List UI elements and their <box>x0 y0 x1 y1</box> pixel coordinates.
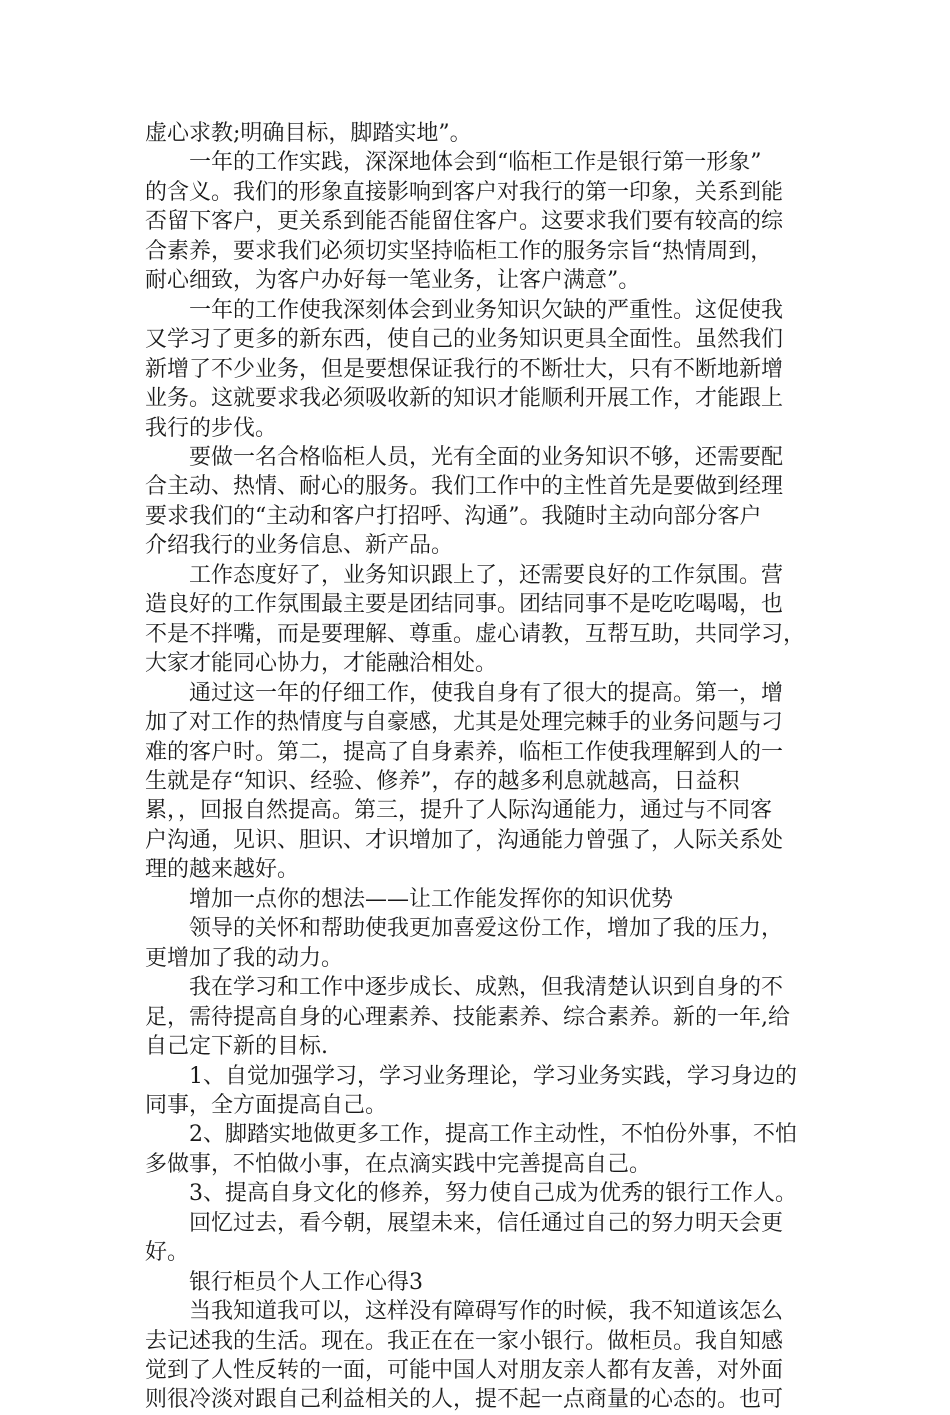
text-line: 去记述我的生活。现在。我正在在一家小银行。做柜员。我自知感 <box>145 1328 784 1354</box>
text-line: 一年的工作使我深刻体会到业务知识欠缺的严重性。这促使我 <box>189 297 784 323</box>
text-line: 觉到了人性反转的一面，可能中国人对朋友亲人都有友善，对外面 <box>145 1358 784 1384</box>
text-line: 一年的工作实践，深深地体会到“临柜工作是银行第一形象” <box>189 150 762 176</box>
text-line: 理的越来越好。 <box>145 857 300 883</box>
text-line: 新增了不少业务，但是要想保证我行的不断壮大，只有不断地新增 <box>145 356 784 382</box>
text-line: 回忆过去，看今朝，展望未来，信任通过自己的努力明天会更 <box>189 1210 784 1236</box>
text-line: 好。 <box>145 1240 190 1266</box>
text-line: 造良好的工作氛围最主要是团结同事。团结同事不是吃吃喝喝，也 <box>145 592 784 618</box>
text-line: 虚心求教;明确目标，脚踏实地”。 <box>145 121 472 146</box>
text-line: 银行柜员个人工作心得3 <box>189 1269 423 1295</box>
text-line: 生就是存“知识、经验、修养”，存的越多利息就越高，日益积 <box>145 768 740 794</box>
text-line: 2、脚踏实地做更多工作，提高工作主动性，不怕份外事，不怕 <box>189 1122 797 1148</box>
text-line: 业务。这就要求我必须吸收新的知识才能顺利开展工作，才能跟上 <box>145 386 784 412</box>
text-line: 更增加了我的动力。 <box>145 945 344 971</box>
text-line: 不是不拌嘴，而是要理解、尊重。虚心请教，互帮互助，共同学习， <box>145 621 806 647</box>
text-line: 通过这一年的仔细工作，使我自身有了很大的提高。第一，增 <box>189 680 784 706</box>
text-line: 要做一名合格临柜人员，光有全面的业务知识不够，还需要配 <box>189 444 784 470</box>
text-line: 合主动、热情、耐心的服务。我们工作中的主性首先是要做到经理 <box>145 474 784 500</box>
text-line: 户沟通，见识、胆识、才识增加了，沟通能力曾强了，人际关系处 <box>145 827 784 853</box>
text-line: 我行的步伐。 <box>145 415 278 441</box>
text-line: 合素养，要求我们必须切实坚持临柜工作的服务宗旨“热情周到， <box>145 238 773 264</box>
text-line: 同事，全方面提高自己。 <box>145 1092 388 1118</box>
text-line: 增加一点你的想法——让工作能发挥你的知识优势 <box>189 886 674 912</box>
text-line: 多做事，不怕做小事，在点滴实践中完善提高自己。 <box>145 1151 652 1177</box>
text-line: 大家才能同心协力，才能融洽相处。 <box>145 651 498 677</box>
text-line: 加了对工作的热情度与自豪感，尤其是处理完棘手的业务问题与刁 <box>145 710 784 736</box>
text-line: 我在学习和工作中逐步成长、成熟，但我清楚认识到自身的不 <box>189 975 784 1001</box>
text-line: 3、提高自身文化的修养，努力使自己成为优秀的银行工作人。 <box>189 1181 797 1207</box>
text-line: 工作态度好了，业务知识跟上了，还需要良好的工作氛围。营 <box>189 562 784 588</box>
text-line: 累，，回报自然提高。第三，提升了人际沟通能力，通过与不同客 <box>145 798 773 824</box>
text-line: 则很冷淡对跟自己利益相关的人，提不起一点商量的心态的。也可 <box>145 1387 784 1413</box>
text-line: 又学习了更多的新东西，使自己的业务知识更具全面性。虽然我们 <box>145 327 784 353</box>
document-body-text <box>145 119 805 1415</box>
text-line: 介绍我行的业务信息、新产品。 <box>145 533 454 559</box>
text-line: 当我知道我可以，这样没有障碍写作的时候，我不知道该怎么 <box>189 1299 784 1325</box>
text-line: 耐心细致，为客户办好每一笔业务，让客户满意”。 <box>145 268 641 294</box>
text-line: 要求我们的“主动和客户打招呼、沟通”。我随时主动向部分客户 <box>145 503 762 529</box>
text-line: 自己定下新的目标. <box>145 1034 328 1060</box>
text-line: 领导的关怀和帮助使我更加喜爱这份工作，增加了我的压力， <box>189 916 784 942</box>
text-line: 难的客户时。第二，提高了自身素养，临柜工作使我理解到人的一 <box>145 739 784 765</box>
text-line: 否留下客户，更关系到能否能留住客户。这要求我们要有较高的综 <box>145 209 784 235</box>
text-line: 的含义。我们的形象直接影响到客户对我行的第一印象，关系到能 <box>145 179 784 205</box>
text-line: 足，需待提高自身的心理素养、技能素养、综合素养。新的一年,给 <box>145 1004 790 1030</box>
text-line: 1、自觉加强学习，学习业务理论，学习业务实践，学习身边的 <box>189 1063 797 1089</box>
